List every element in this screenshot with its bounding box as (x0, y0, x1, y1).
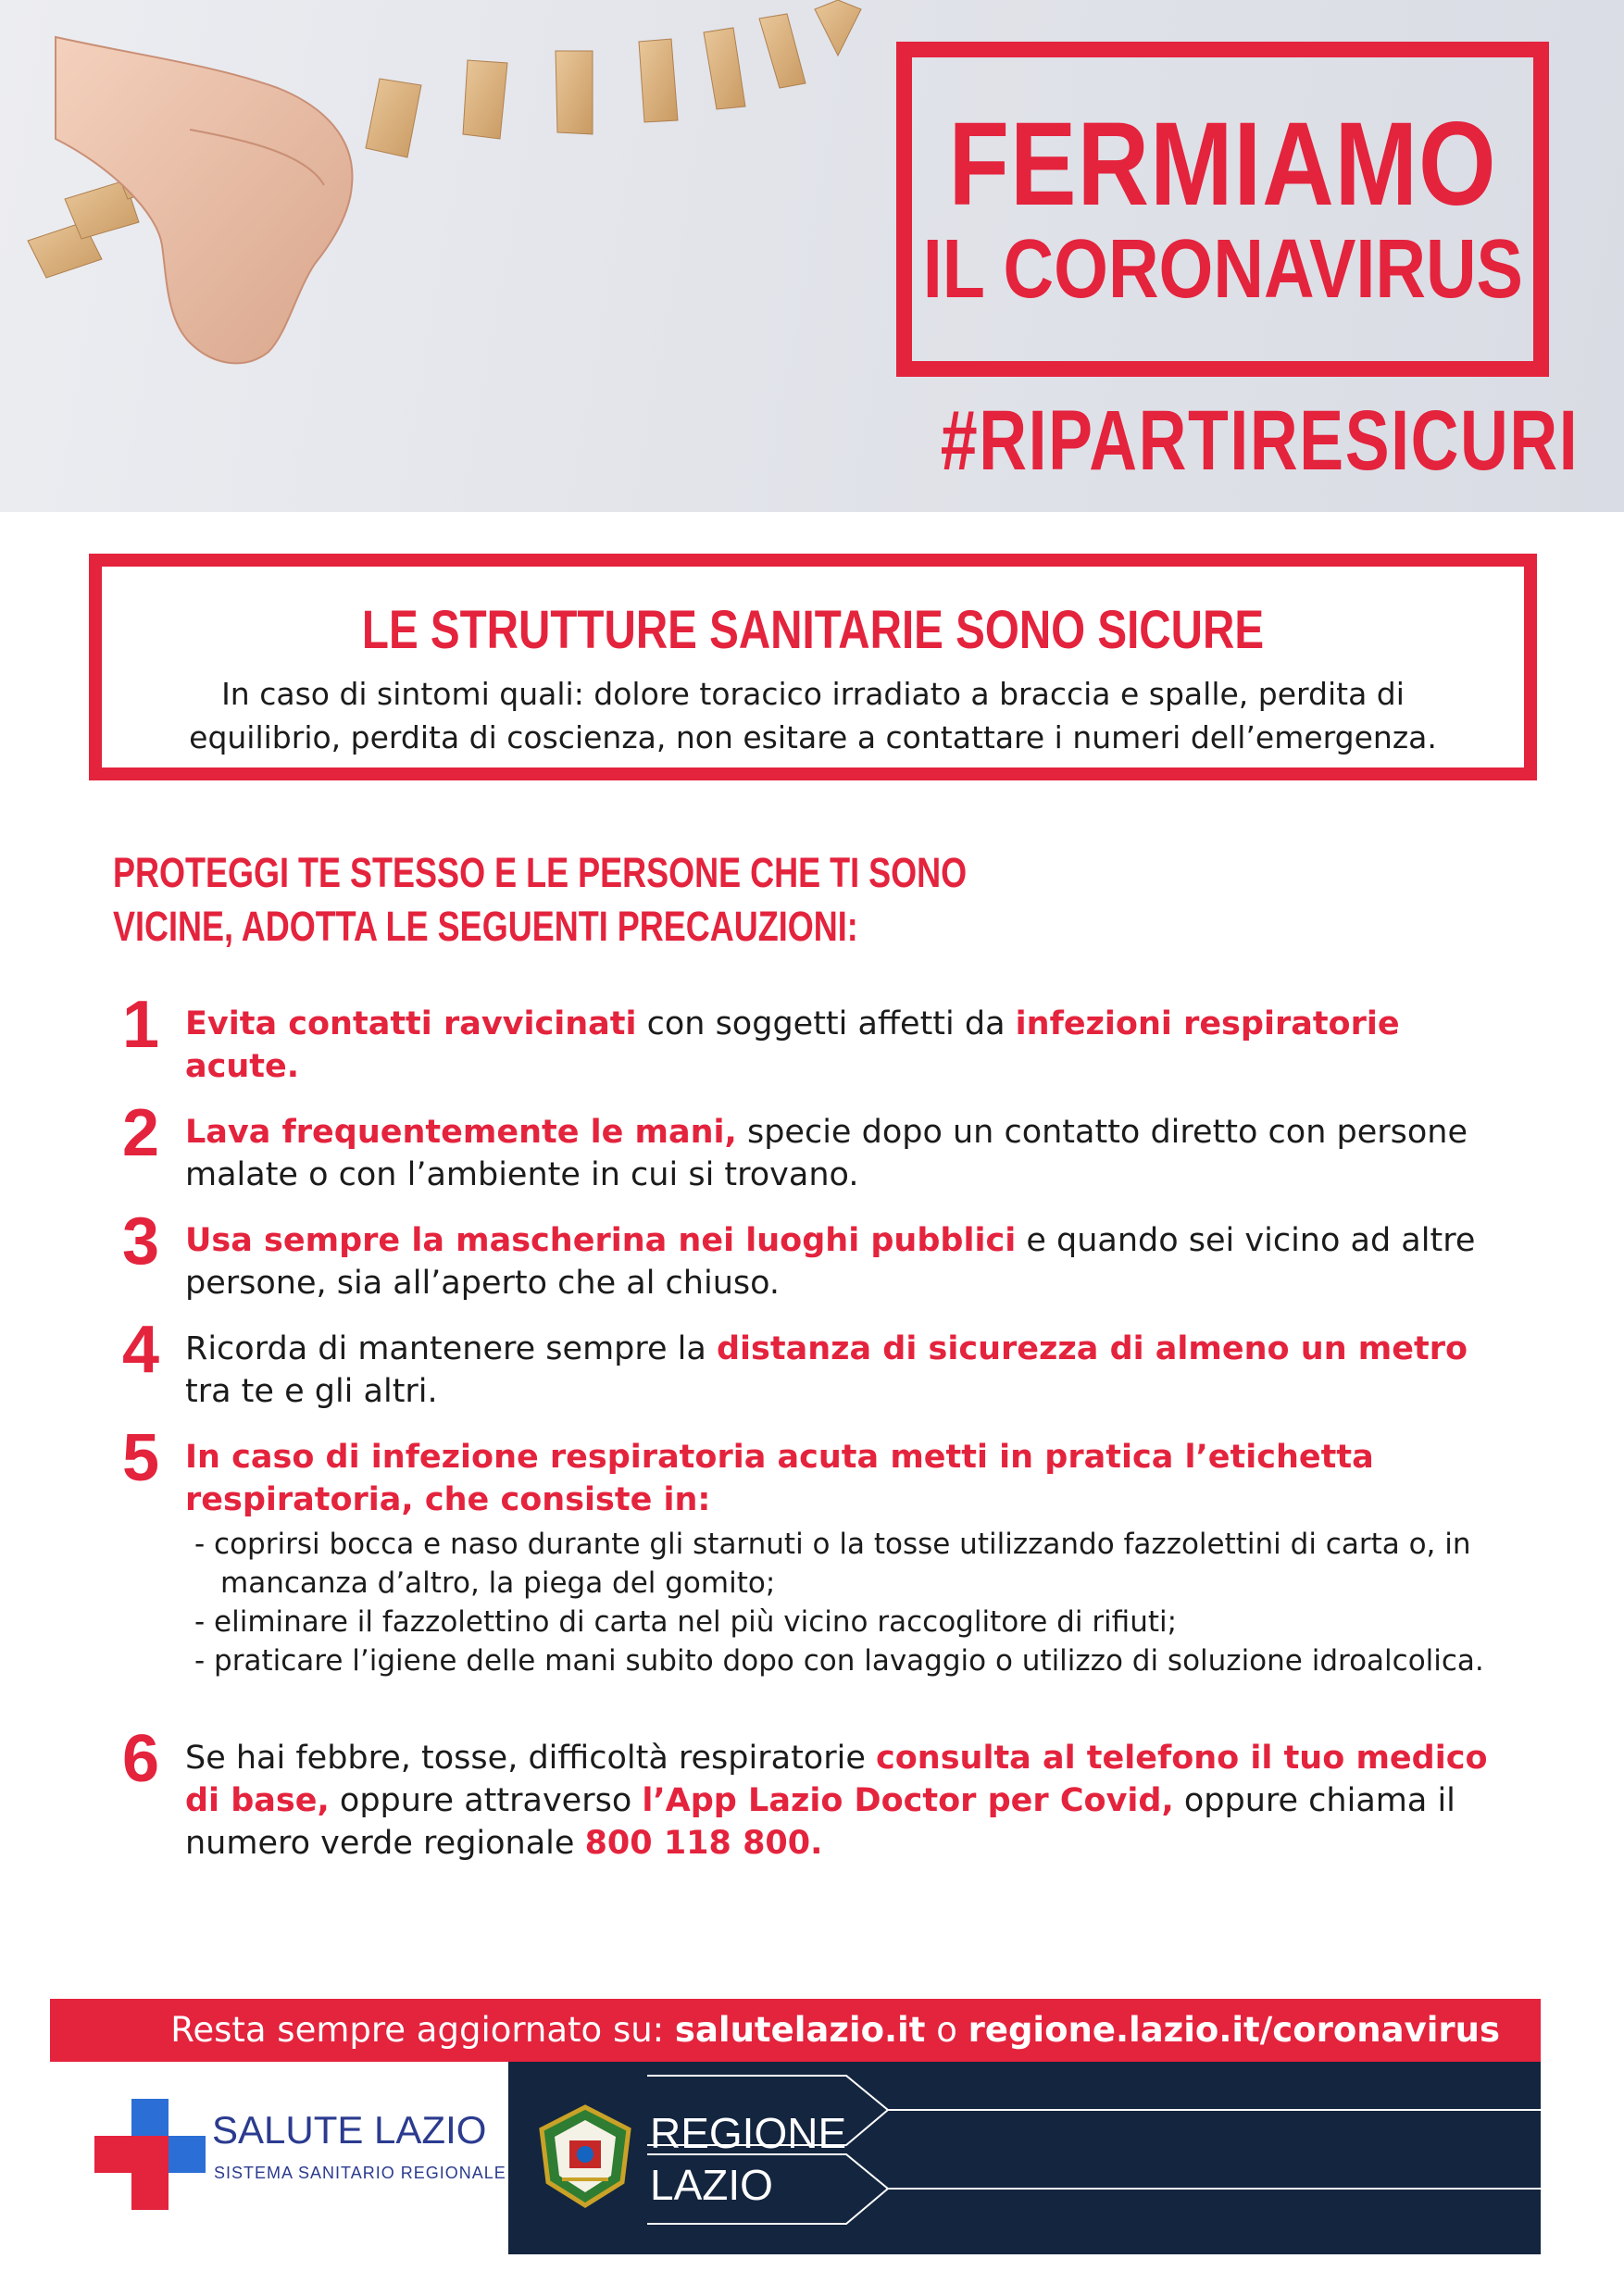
list-item: - coprirsi bocca e naso durante gli starnuti o la tosse utilizzando fazzolettini di carta o, in mancanza d’altro, la piega del gomito; (194, 1525, 1520, 1603)
item-number: 6 (121, 1722, 160, 1796)
footer-links-bar (50, 1999, 1541, 2062)
item-plain: con soggetti affetti da (636, 1005, 1016, 1042)
precautions-intro: PROTEGGI TE STESSO E LE PERSONE CHE TI SONO VICINE, ADOTTA LE SEGUENTI PRECAUZIONI: (113, 849, 968, 950)
item-plain: e quando sei vicino ad altre persone, sia all’aperto che al chiuso. (185, 1222, 1476, 1302)
footer-prefix: Resta sempre aggiornato su: (170, 2010, 675, 2050)
regione-lazio-logo (508, 2062, 1541, 2254)
alert-title: LE STRUTTURE SANITARIE SONO SICURE (361, 600, 1265, 660)
item-plain: specie dopo un contatto diretto con persone malate o con l’ambiente in cui si trovano. (185, 1114, 1468, 1193)
list-item: - eliminare il fazzolettino di carta nel più vicino raccoglitore di rifiuti; (194, 1603, 1520, 1641)
item-number: 5 (121, 1421, 160, 1495)
regione-lazio-line-2: LAZIO (650, 2161, 773, 2209)
item-emphasis: l’App Lazio Doctor per Covid, (642, 1782, 1174, 1819)
item-plain: oppure chiama il numero verde regionale (185, 1782, 1455, 1862)
item-emphasis: Usa sempre la mascherina nei luoghi pubblici (185, 1222, 1017, 1259)
item-number: 3 (121, 1204, 160, 1279)
respiratory-etiquette-list (194, 1525, 1520, 1680)
salute-lazio-name: SALUTE LAZIO (212, 2108, 487, 2152)
item-number: 1 (121, 988, 160, 1062)
headline-box (896, 42, 1549, 377)
item-text (185, 1111, 1520, 1196)
item-text (185, 1219, 1520, 1304)
header-banner (0, 0, 1624, 512)
item-number: 2 (121, 1096, 160, 1170)
headline-line-1: FERMIAMO (948, 98, 1497, 231)
hashtag: #RIPARTIRESICURI (940, 393, 1580, 488)
hand-stopping-dominoes-image (0, 0, 889, 512)
regione-lazio-line-1: REGIONE (650, 2109, 847, 2157)
salute-lazio-subtitle: SISTEMA SANITARIO REGIONALE (214, 2164, 506, 2182)
salute-lazio-logo (50, 2062, 508, 2254)
item-text (185, 1328, 1520, 1413)
link-salutelazio[interactable]: salutelazio.it (674, 2010, 926, 2050)
phone-number: 800 118 800. (584, 1825, 823, 1862)
item-plain: tra te e gli altri. (185, 1373, 438, 1410)
link-regione-lazio[interactable]: regione.lazio.it/coronavirus (968, 2010, 1500, 2050)
headline-line-2: IL CORONAVIRUS (922, 223, 1523, 317)
item-emphasis: Lava frequentemente le mani, (185, 1114, 737, 1151)
item-emphasis: Evita contatti ravvicinati (185, 1005, 637, 1042)
item-text (185, 1737, 1520, 1865)
item-emphasis: distanza di sicurezza di almeno un metro (716, 1330, 1468, 1367)
item-text (185, 1436, 1520, 1680)
list-item: - praticare l’igiene delle mani subito dopo con lavaggio o utilizzo di soluzione idroalcolica. (194, 1641, 1520, 1680)
item-plain: oppure attraverso (329, 1782, 643, 1819)
red-cross-icon (94, 2099, 206, 2210)
alert-box (89, 554, 1537, 780)
item-number: 4 (121, 1313, 160, 1387)
item-emphasis: infezioni respiratorie acute. (185, 1005, 1400, 1085)
item-plain: Ricorda di mantenere sempre la (185, 1330, 717, 1367)
decorative-lines (508, 2062, 1541, 2254)
item-emphasis: In caso di infezione respiratoria acuta metti in pratica l’etichetta respiratoria, che consiste in: (185, 1439, 1374, 1518)
item-plain: Se hai febbre, tosse, difficoltà respiratorie (185, 1740, 876, 1777)
item-emphasis: consulta al telefono il tuo medico di base, (185, 1740, 1488, 1819)
item-text (185, 1003, 1520, 1088)
alert-text: In caso di sintomi quali: dolore toracico irradiato a braccia e spalle, perdita di equilibrio, perdita di coscienza, non esitare a contattare i numeri dell’emergenza. (189, 676, 1437, 755)
footer-separator: o (925, 2010, 968, 2050)
